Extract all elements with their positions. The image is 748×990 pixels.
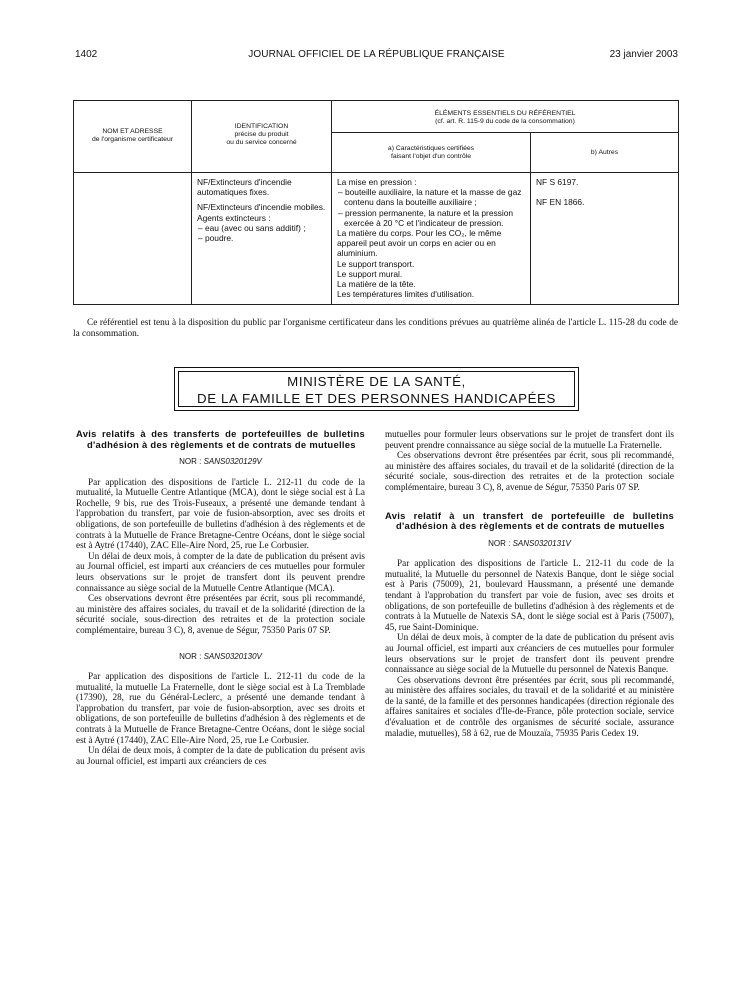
notice-title: Avis relatif à un transfert de portefeuille de bulletins d'adhésion à des règlements et de contrats de mutuelles — [385, 509, 674, 532]
paragraph: Un délai de deux mois, à compter de la date de publication du présent avis au Journal officiel, est imparti aux créanciers de ces mutuelles pour formuler leurs observations sur le projet de transfert dont ils peuvent prendre connaissance au siège social de la Mutuelle du personnel de Natexis Banque. — [385, 632, 674, 675]
nor-code: SANS0320129V — [203, 457, 262, 466]
header-elements — [332, 101, 679, 133]
ministry-banner — [174, 367, 579, 411]
header-autres-label: b) Autres — [590, 148, 619, 156]
nor-reference — [385, 539, 674, 550]
identification-item: Agents extincteurs : — [197, 212, 271, 223]
cell-identification — [192, 173, 332, 305]
caracteristique-item: La mise en pression : — [337, 177, 417, 187]
paragraph: Un délai de deux mois, à compter de la date de publication du présent avis au Journal officiel, est imparti aux créanciers de ces — [76, 745, 365, 766]
nor-label: NOR : — [179, 651, 204, 661]
identification-item: – poudre. — [198, 233, 234, 244]
identification-item: NF/Extincteurs d'incendie automatiques fixes. — [197, 177, 292, 198]
header-identification-line2: précise du produit — [234, 130, 289, 138]
caracteristique-item: – pression permanente, la nature et la pression exercée à 20 °C et l'indicateur de pression. — [338, 207, 514, 228]
referential-note: Ce référentiel est tenu à la disposition du public par l'organisme certificateur dans les conditions prévues au quatrième alinéa de l'article L. 115-28 du code de la consommation. — [73, 318, 678, 340]
page-header — [75, 49, 678, 65]
paragraph: Par application des dispositions de l'article L. 212-11 du code de la mutualité, la Mutuelle Centre Atlantique (MCA), dont le siège social est à La Rochelle, 9 bis, rue des Trois-Fuseaux, a présenté une demande tendant à l'approbation du transfert, par voie de fusion-absorption, avec ses droits et obligations, de son portefeuille de bulletins d'adhésion à des règlements et de contrats à la Mutuelle de France Bretagne-Centre Océans, dont le siège social est à Aytré (17440), ZAC Elle-Aire Nord, 25, rue Le Corbusier. — [76, 476, 365, 551]
paragraph: Ces observations devront être présentées par écrit, sous pli recommandé, au ministère des affaires sociales, du travail et de la solidarité et au ministère de la santé, de la famille et des personnes handicapées (direction régionale des affaires sanitaires et sociales d'Ile-de-France, pôle protection sociale, service d'évaluation et de contrôle des organismes de sécurité sociale, assurance maladie, mutuelles), 58 à 62, rue de Mouzaïa, 75935 Paris Cedex 19. — [385, 674, 674, 738]
header-elements-line1: ÉLÉMENTS ESSENTIELS DU RÉFÉRENTIEL — [434, 110, 576, 117]
nor-reference — [76, 457, 365, 468]
paragraph: mutuelles pour formuler leurs observations sur le projet de transfert dont ils peuvent prendre connaissance au siège social de la mutuelle La Fraternelle. — [385, 429, 674, 450]
header-autres — [531, 133, 679, 173]
identification-item: NF/Extincteurs d'incendie mobiles. — [197, 202, 326, 213]
nor-reference — [76, 652, 365, 663]
left-column — [76, 429, 365, 766]
caracteristique-item: Les températures limites d'utilisation. — [337, 289, 475, 300]
identification-item: – eau (avec ou sans additif) ; — [198, 222, 306, 233]
notice-title: Avis relatifs à des transferts de portefeuilles de bulletins d'adhésion à des règlements et de contrats de mutuelles — [76, 428, 365, 450]
autre-item: NF EN 1866. — [536, 197, 585, 208]
header-caracteristiques-line1: a) Caractéristiques certifiées — [387, 144, 475, 152]
paragraph: Par application des dispositions de l'article L. 212-11 du code de la mutualité, la Mutuelle du personnel de Natexis Banque, dont le siège social est à Paris (75009), 21, boulevard Haussmann, a présenté une demande tendant à l'approbation du transfert par voie de fusion, avec ses droits et obligations, de son portefeuille de bulletins d'adhésion à des règlements et de contrats à la Mutuelle de Natexis SA, dont le siège social est à Paris (75007), 45, rue Saint-Dominique. — [385, 558, 674, 632]
referential-table — [73, 100, 679, 305]
header-elements-line2: (cf. art. R. 115-9 du code de la consommation) — [435, 118, 575, 125]
ministry-line2: DE LA FAMILLE ET DES PERSONNES HANDICAPÉES — [197, 391, 556, 406]
ministry-line1: MINISTÈRE DE LA SANTÉ, — [287, 374, 466, 389]
header-identification-line1: IDENTIFICATION — [234, 122, 289, 130]
cell-autres — [531, 173, 679, 305]
caracteristique-item: Le support mural. — [337, 268, 403, 279]
header-identification-line3: ou du service concerné — [226, 138, 297, 146]
nor-label: NOR : — [488, 538, 513, 548]
nor-code: SANS0320131V — [512, 538, 571, 548]
header-identification — [192, 101, 332, 173]
caracteristique-item: – bouteille auxiliaire, la nature et la masse de gaz contenu dans la bouteille auxiliaire ; — [338, 187, 522, 208]
paragraph: Ces observations devront être présentées par écrit, sous pli recommandé, au ministère des affaires sociales, du travail et de la solidarité (direction de la sécurité sociale, sous-direction des retraites et de la protection sociale complémentaire, bureau 3 C), 8, avenue de Ségur, 75350 Paris 07 SP. — [76, 593, 365, 635]
journal-title: JOURNAL OFFICIEL DE LA RÉPUBLIQUE FRANÇAISE — [248, 49, 505, 60]
issue-date: 23 janvier 2003 — [609, 49, 678, 60]
caracteristique-item: La matière de la tête. — [337, 279, 416, 290]
nor-code: SANS0320130V — [203, 651, 262, 661]
header-caracteristiques-line2: faisant l'objet d'un contrôle — [390, 152, 472, 160]
caracteristique-item: Le support transport. — [337, 258, 415, 269]
paragraph: Un délai de deux mois, à compter de la date de publication du présent avis au Journal officiel, est imparti aux créanciers de ces mutuelles pour formuler leurs observations sur le projet de transfert dont ils peuvent prendre connaissance au siège social de la Mutuelle Centre Atlantique (MCA). — [76, 550, 365, 593]
cell-organisme — [74, 173, 192, 305]
header-caracteristiques — [332, 133, 531, 173]
paragraph: Ces observations devront être présentées par écrit, sous pli recommandé, au ministère des affaires sociales, du travail et de la solidarité (direction de la sécurité sociale, sous-direction des retraites et de la protection sociale complémentaire, bureau 3 C), 8, avenue de Ségur, 75350 Paris 07 SP. — [385, 450, 674, 492]
nor-label: NOR : — [179, 457, 204, 466]
header-organisme — [74, 101, 192, 173]
header-organisme-line1: NOM ET ADRESSE — [102, 127, 163, 135]
caracteristique-item: La matière du corps. Pour les CO₂, le même appareil peut avoir un corps en acier ou en aluminium. — [337, 228, 502, 259]
autre-item: NF S 6197. — [536, 177, 579, 187]
page-number: 1402 — [75, 49, 98, 60]
header-organisme-line2: de l'organisme certificateur — [91, 135, 173, 143]
cell-caracteristiques — [332, 173, 531, 305]
paragraph: Par application des dispositions de l'article L. 212-11 du code de la mutualité, la mutuelle La Fraternelle, dont le siège social est à La Tremblade (17390), 28, rue du Général-Leclerc, a présenté une demande tendant à l'approbation du transfert, par voie de fusion-absorption, avec ses droits et obligations, de son portefeuille de bulletins d'adhésion à des règlements et de contrats à la Mutuelle de France Bretagne-Centre Océans, dont le siège social est à Aytré (17440), ZAC Elle-Aire Nord, 25, rue Le Corbusier. — [76, 671, 365, 745]
right-column — [385, 429, 674, 738]
